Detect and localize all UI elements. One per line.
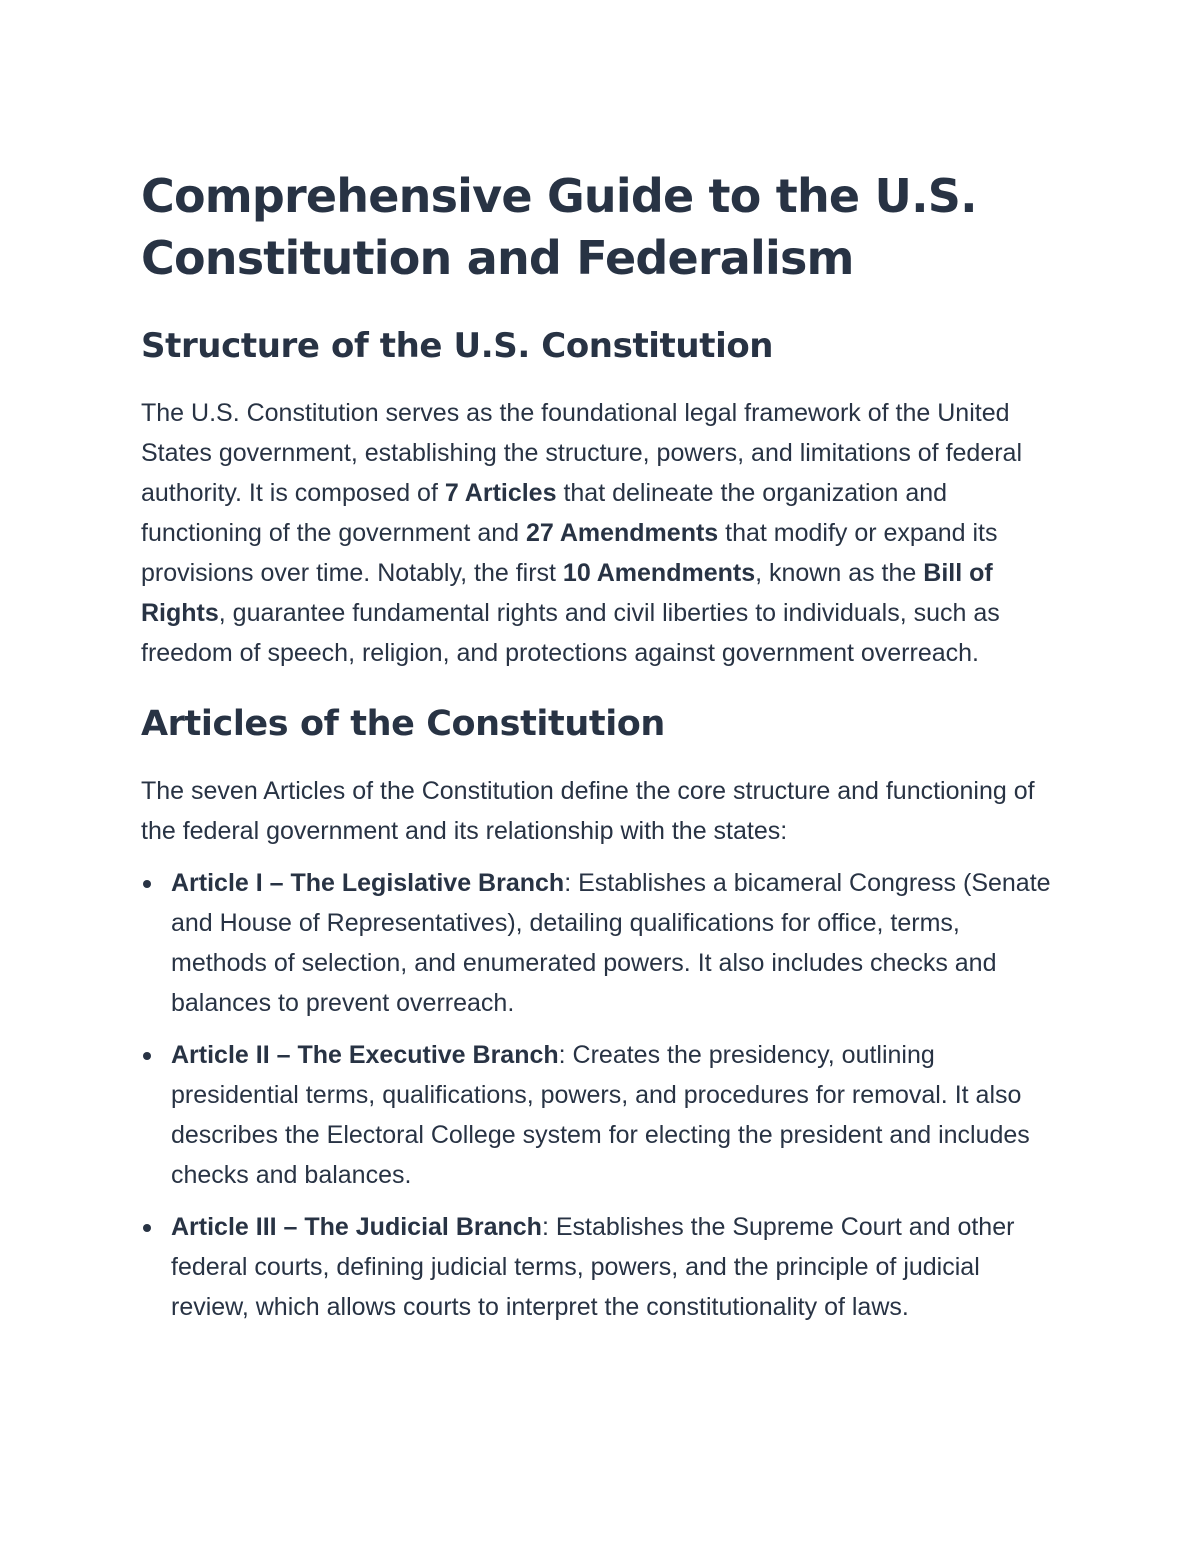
bullet-icon: [143, 1052, 151, 1060]
bullet-icon: [143, 1224, 151, 1232]
article-label: Article I – The Legislative Branch: [171, 869, 565, 897]
article-description: : Creates the presidency, outlining presidential terms, qualifications, powers, and procedures for removal. It also describes the Electoral College system for electing the president and includes checks and balances.: [171, 1041, 1030, 1189]
article-description: : Establishes the Supreme Court and other federal courts, defining judicial terms, powers, and the principle of judicial review, which allows courts to interpret the constitutionality of laws.: [171, 1213, 1015, 1321]
article-label: Article II – The Executive Branch: [171, 1041, 559, 1069]
list-item-article-1: [141, 863, 1060, 1023]
bold-27-amendments: 27 Amendments: [526, 519, 719, 547]
articles-lead-paragraph: The seven Articles of the Constitution define the core structure and functioning of the federal government and its relationship with the states:: [141, 777, 1035, 845]
document-title: Comprehensive Guide to the U.S. Constitution and Federalism: [141, 169, 977, 285]
section-heading-structure: Structure of the U.S. Constitution: [141, 326, 774, 366]
article-description: : Establishes a bicameral Congress (Senate and House of Representatives), detailing qualifications for office, terms, methods of selection, and enumerated powers. It also includes checks and balances to prevent overreach.: [171, 869, 1051, 1017]
bullet-icon: [143, 880, 151, 888]
paragraph-text: The U.S. Constitution serves as the foundational legal framework of the United States government, establishing the structure, powers, and limitations of federal authority. It is composed of: [141, 399, 1023, 507]
list-item-article-2: [141, 1035, 1060, 1195]
articles-list: [141, 863, 1060, 1327]
paragraph-text: , known as the: [755, 559, 924, 587]
bold-bill-of-rights: Bill of Rights: [141, 559, 993, 627]
structure-paragraph: [141, 393, 1060, 673]
article-label: Article III – The Judicial Branch: [171, 1213, 542, 1241]
paragraph-text: , guarantee fundamental rights and civil liberties to individuals, such as freedom of speech, religion, and protections against government overreach.: [141, 599, 1000, 667]
section-heading-articles: Articles of the Constitution: [141, 704, 665, 744]
bold-seven-articles: 7 Articles: [444, 479, 557, 507]
list-item-article-3: [141, 1207, 1060, 1327]
bold-10-amendments: 10 Amendments: [562, 559, 756, 587]
paragraph-text: that delineate the organization and functioning of the government and: [141, 479, 948, 547]
paragraph-text: that modify or expand its provisions over time. Notably, the first: [141, 519, 998, 587]
